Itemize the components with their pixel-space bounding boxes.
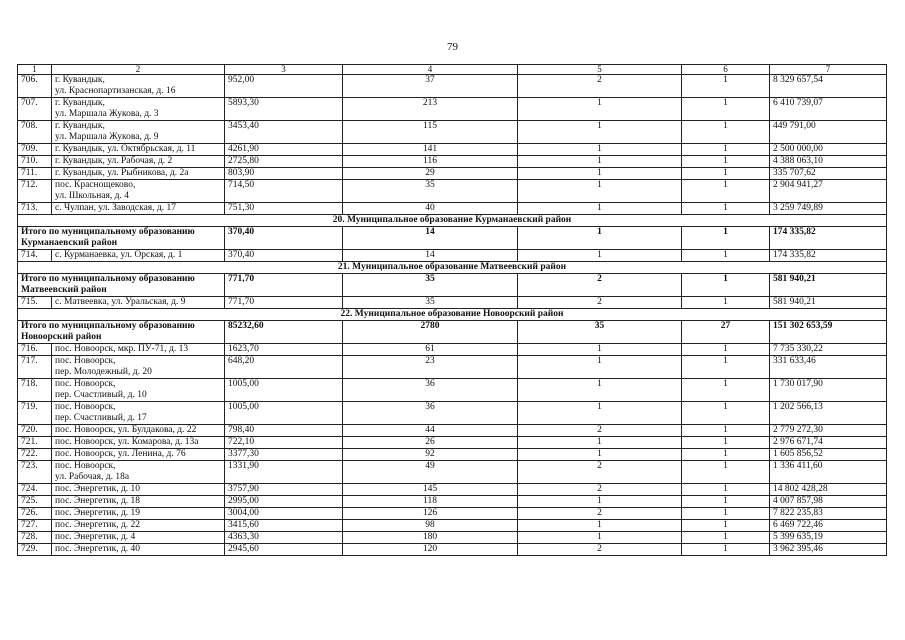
count-cell: 1 — [518, 496, 682, 508]
table-row — [18, 484, 887, 496]
area-cell: 1005,00 — [225, 402, 343, 425]
area-cell: 952,00 — [225, 75, 343, 98]
count-cell: 2 — [518, 425, 682, 437]
table-row — [18, 144, 887, 156]
count-cell: 1 — [518, 156, 682, 168]
address-line: пос. Новоорск, — [55, 461, 116, 471]
count-cell: 2 — [518, 544, 682, 556]
address-line: пос. Энергетик, д. 19 — [55, 508, 141, 518]
row-number: 714. — [18, 250, 52, 262]
residents-cell: 49 — [343, 461, 518, 484]
residents-cell: 2780 — [343, 321, 518, 344]
row-number: 709. — [18, 144, 52, 156]
row-number: 707. — [18, 98, 52, 121]
area-cell: 1623,70 — [225, 344, 343, 356]
count-cell: 1 — [682, 356, 770, 379]
address-cell — [52, 520, 225, 532]
count-cell: 1 — [682, 508, 770, 520]
residents-cell: 120 — [343, 544, 518, 556]
address-cell — [52, 461, 225, 484]
address-cell — [52, 437, 225, 449]
area-cell: 2945,60 — [225, 544, 343, 556]
address-line: г. Кувандык, ул. Рабочая, д. 2 — [55, 156, 173, 166]
table-row — [18, 402, 887, 425]
cost-cell: 151 302 653,59 — [770, 321, 887, 344]
residents-cell: 145 — [343, 484, 518, 496]
count-cell: 1 — [682, 425, 770, 437]
area-cell: 714,50 — [225, 180, 343, 203]
count-cell: 1 — [518, 203, 682, 215]
count-cell: 1 — [518, 402, 682, 425]
row-number: 727. — [18, 520, 52, 532]
count-cell: 1 — [518, 168, 682, 180]
address-cell — [52, 180, 225, 203]
address-cell — [52, 250, 225, 262]
area-cell: 5893,30 — [225, 98, 343, 121]
address-cell — [52, 203, 225, 215]
table-row — [18, 425, 887, 437]
count-cell: 1 — [682, 98, 770, 121]
cost-cell: 2 904 941,27 — [770, 180, 887, 203]
residents-cell: 180 — [343, 532, 518, 544]
address-line: пос. Новоорск, — [55, 402, 116, 412]
area-cell: 751,30 — [225, 203, 343, 215]
district-section-row — [18, 262, 887, 274]
section-title: 21. Муниципальное образование Матвеевский район — [18, 262, 887, 274]
address-line: пос. Энергетик, д. 22 — [55, 520, 141, 530]
residents-cell: 141 — [343, 144, 518, 156]
count-cell: 2 — [518, 484, 682, 496]
address-cell — [52, 121, 225, 144]
address-cell — [52, 156, 225, 168]
count-cell: 1 — [518, 180, 682, 203]
count-cell: 1 — [682, 496, 770, 508]
address-cell — [52, 449, 225, 461]
count-cell: 1 — [682, 520, 770, 532]
residents-cell: 35 — [343, 297, 518, 309]
area-cell: 3377,30 — [225, 449, 343, 461]
address-cell — [52, 168, 225, 180]
area-cell: 1331,90 — [225, 461, 343, 484]
address-cell — [52, 98, 225, 121]
count-cell: 1 — [518, 379, 682, 402]
table-row — [18, 520, 887, 532]
row-number: 716. — [18, 344, 52, 356]
address-line: г. Кувандык, — [55, 121, 105, 131]
page-number: 79 — [447, 41, 458, 53]
count-cell: 1 — [682, 344, 770, 356]
address-cell — [52, 508, 225, 520]
residents-cell: 118 — [343, 496, 518, 508]
address-line: г. Кувандык, ул. Октябрьская, д. 11 — [55, 144, 196, 154]
cost-cell: 1 730 017,90 — [770, 379, 887, 402]
table-row — [18, 344, 887, 356]
area-cell: 85232,60 — [225, 321, 343, 344]
row-number: 715. — [18, 297, 52, 309]
address-line: с. Курманаевка, ул. Орская, д. 1 — [55, 250, 183, 260]
address-line: пос. Энергетик, д. 18 — [55, 496, 141, 506]
count-cell: 2 — [518, 508, 682, 520]
address-line: пос. Энергетик, д. 10 — [55, 484, 141, 494]
total-label — [18, 227, 225, 250]
table-row — [18, 461, 887, 484]
cost-cell: 2 779 272,30 — [770, 425, 887, 437]
residents-cell: 36 — [343, 379, 518, 402]
count-cell: 1 — [682, 75, 770, 98]
cost-cell: 581 940,21 — [770, 274, 887, 297]
count-cell: 1 — [682, 461, 770, 484]
address-line: ул. Школьная, д. 4 — [55, 191, 129, 201]
count-cell: 1 — [682, 156, 770, 168]
count-cell: 1 — [518, 356, 682, 379]
row-number: 713. — [18, 203, 52, 215]
column-header: 2 — [52, 65, 225, 75]
table-row — [18, 379, 887, 402]
row-number: 718. — [18, 379, 52, 402]
address-line: пос. Новоорск, мкр. ПУ-71, д. 13 — [55, 344, 189, 354]
address-line: Новоорский район — [21, 332, 102, 342]
address-line: Итого по муниципальному образованию — [21, 274, 195, 284]
count-cell: 1 — [518, 121, 682, 144]
column-number-row — [18, 65, 887, 75]
count-cell: 1 — [682, 121, 770, 144]
area-cell: 3757,90 — [225, 484, 343, 496]
count-cell: 1 — [682, 379, 770, 402]
count-cell: 1 — [518, 98, 682, 121]
table-row — [18, 121, 887, 144]
address-cell — [52, 144, 225, 156]
address-line: ул. Рабочая, д. 18а — [55, 472, 130, 482]
count-cell: 1 — [518, 250, 682, 262]
area-cell: 1005,00 — [225, 379, 343, 402]
residents-cell: 29 — [343, 168, 518, 180]
residents-cell: 44 — [343, 425, 518, 437]
cost-cell: 2 976 671,74 — [770, 437, 887, 449]
table-row — [18, 544, 887, 556]
count-cell: 2 — [518, 461, 682, 484]
address-line: г. Кувандык, ул. Рыбникова, д. 2а — [55, 168, 189, 178]
residents-cell: 116 — [343, 156, 518, 168]
address-line: Итого по муниципальному образованию — [21, 227, 195, 237]
area-cell: 771,70 — [225, 274, 343, 297]
cost-cell: 7 735 330,22 — [770, 344, 887, 356]
count-cell: 1 — [682, 532, 770, 544]
district-total-row — [18, 227, 887, 250]
area-cell: 4363,30 — [225, 532, 343, 544]
address-line: пос. Энергетик, д. 40 — [55, 544, 141, 554]
cost-cell: 4 388 063,10 — [770, 156, 887, 168]
row-number: 724. — [18, 484, 52, 496]
cost-cell: 4 007 857,98 — [770, 496, 887, 508]
residents-cell: 98 — [343, 520, 518, 532]
address-line: пос. Краснощеково, — [55, 180, 136, 190]
row-number: 712. — [18, 180, 52, 203]
count-cell: 1 — [682, 297, 770, 309]
cost-cell: 8 329 657,54 — [770, 75, 887, 98]
column-header: 5 — [518, 65, 682, 75]
count-cell: 1 — [518, 520, 682, 532]
residents-cell: 213 — [343, 98, 518, 121]
row-number: 717. — [18, 356, 52, 379]
total-label — [18, 274, 225, 297]
table-row — [18, 203, 887, 215]
table-row — [18, 532, 887, 544]
column-header: 7 — [770, 65, 887, 75]
address-line: пер. Молодежный, д. 20 — [55, 367, 152, 377]
cost-cell: 14 802 428,28 — [770, 484, 887, 496]
area-cell: 370,40 — [225, 250, 343, 262]
count-cell: 1 — [682, 402, 770, 425]
residents-cell: 36 — [343, 402, 518, 425]
area-cell: 722,10 — [225, 437, 343, 449]
row-number: 710. — [18, 156, 52, 168]
address-line: ул. Маршала Жукова, д. 3 — [55, 109, 159, 119]
area-cell: 3415,60 — [225, 520, 343, 532]
residents-cell: 40 — [343, 203, 518, 215]
count-cell: 1 — [682, 437, 770, 449]
column-header: 4 — [343, 65, 518, 75]
area-cell: 771,70 — [225, 297, 343, 309]
column-header: 6 — [682, 65, 770, 75]
table-row — [18, 168, 887, 180]
count-cell: 1 — [518, 144, 682, 156]
count-cell: 27 — [682, 321, 770, 344]
table-row — [18, 75, 887, 98]
count-cell: 2 — [518, 274, 682, 297]
table-row — [18, 297, 887, 309]
cost-cell: 581 940,21 — [770, 297, 887, 309]
residents-cell: 26 — [343, 437, 518, 449]
count-cell: 1 — [682, 144, 770, 156]
area-cell: 2725,80 — [225, 156, 343, 168]
cost-cell: 449 791,00 — [770, 121, 887, 144]
address-cell — [52, 379, 225, 402]
row-number: 723. — [18, 461, 52, 484]
address-line: пос. Новоорск, ул. Ленина, д. 76 — [55, 449, 186, 459]
address-line: пос. Новоорск, — [55, 379, 116, 389]
address-cell — [52, 75, 225, 98]
row-number: 706. — [18, 75, 52, 98]
address-cell — [52, 402, 225, 425]
address-line: г. Кувандык, — [55, 75, 105, 85]
count-cell: 1 — [518, 227, 682, 250]
residents-cell: 35 — [343, 180, 518, 203]
address-line: пос. Новоорск, ул. Комарова, д. 13а — [55, 437, 199, 447]
area-cell: 2995,00 — [225, 496, 343, 508]
cost-cell: 7 822 235,83 — [770, 508, 887, 520]
column-header: 1 — [18, 65, 52, 75]
count-cell: 1 — [682, 203, 770, 215]
row-number: 711. — [18, 168, 52, 180]
row-number: 708. — [18, 121, 52, 144]
column-header: 3 — [225, 65, 343, 75]
district-section-row — [18, 215, 887, 227]
address-cell — [52, 484, 225, 496]
address-line: пер. Счастливый, д. 17 — [55, 413, 147, 423]
address-line: пер. Счастливый, д. 10 — [55, 390, 147, 400]
residents-cell: 14 — [343, 250, 518, 262]
housing-table — [17, 64, 887, 556]
cost-cell: 335 707,62 — [770, 168, 887, 180]
address-line: г. Кувандык, — [55, 98, 105, 108]
count-cell: 1 — [682, 544, 770, 556]
cost-cell: 174 335,82 — [770, 250, 887, 262]
address-cell — [52, 496, 225, 508]
address-cell — [52, 356, 225, 379]
row-number: 719. — [18, 402, 52, 425]
area-cell: 3004,00 — [225, 508, 343, 520]
cost-cell: 2 500 000,00 — [770, 144, 887, 156]
cost-cell: 3 962 395,46 — [770, 544, 887, 556]
count-cell: 2 — [518, 75, 682, 98]
area-cell: 803,90 — [225, 168, 343, 180]
address-line: ул. Краснопартизанская, д. 16 — [55, 86, 176, 96]
row-number: 726. — [18, 508, 52, 520]
residents-cell: 23 — [343, 356, 518, 379]
address-cell — [52, 425, 225, 437]
cost-cell: 3 259 749,89 — [770, 203, 887, 215]
cost-cell: 5 399 635,19 — [770, 532, 887, 544]
row-number: 728. — [18, 532, 52, 544]
row-number: 721. — [18, 437, 52, 449]
area-cell: 370,40 — [225, 227, 343, 250]
count-cell: 1 — [682, 274, 770, 297]
table-row — [18, 356, 887, 379]
count-cell: 1 — [682, 449, 770, 461]
area-cell: 4261,90 — [225, 144, 343, 156]
count-cell: 1 — [518, 449, 682, 461]
district-total-row — [18, 274, 887, 297]
area-cell: 3453,40 — [225, 121, 343, 144]
count-cell: 35 — [518, 321, 682, 344]
table-row — [18, 508, 887, 520]
cost-cell: 1 202 566,13 — [770, 402, 887, 425]
table-row — [18, 156, 887, 168]
cost-cell: 6 410 739,07 — [770, 98, 887, 121]
address-line: с. Матвеевка, ул. Уральская, д. 9 — [55, 297, 186, 307]
residents-cell: 115 — [343, 121, 518, 144]
address-line: пос. Новоорск, — [55, 356, 116, 366]
count-cell: 1 — [682, 484, 770, 496]
address-cell — [52, 544, 225, 556]
table-row — [18, 437, 887, 449]
address-line: Матвеевский район — [21, 285, 107, 295]
total-label — [18, 321, 225, 344]
address-line: ул. Маршала Жукова, д. 9 — [55, 132, 159, 142]
row-number: 722. — [18, 449, 52, 461]
count-cell: 1 — [518, 437, 682, 449]
residents-cell: 126 — [343, 508, 518, 520]
count-cell: 1 — [682, 168, 770, 180]
cost-cell: 1 336 411,60 — [770, 461, 887, 484]
row-number: 729. — [18, 544, 52, 556]
residents-cell: 61 — [343, 344, 518, 356]
address-line: Курманаевский район — [21, 238, 118, 248]
residents-cell: 35 — [343, 274, 518, 297]
table-row — [18, 250, 887, 262]
address-line: с. Чулпан, ул. Заводская, д. 17 — [55, 203, 176, 213]
address-cell — [52, 297, 225, 309]
count-cell: 1 — [518, 344, 682, 356]
address-cell — [52, 532, 225, 544]
cost-cell: 6 469 722,46 — [770, 520, 887, 532]
table-row — [18, 496, 887, 508]
area-cell: 648,20 — [225, 356, 343, 379]
address-line: пос. Энергетик, д. 4 — [55, 532, 136, 542]
area-cell: 798,40 — [225, 425, 343, 437]
row-number: 720. — [18, 425, 52, 437]
section-title: 22. Муниципальное образование Новоорский район — [18, 309, 887, 321]
count-cell: 2 — [518, 297, 682, 309]
address-cell — [52, 344, 225, 356]
count-cell: 1 — [682, 227, 770, 250]
section-title: 20. Муниципальное образование Курманаевский район — [18, 215, 887, 227]
cost-cell: 1 605 856,52 — [770, 449, 887, 461]
table-row — [18, 180, 887, 203]
count-cell: 1 — [518, 532, 682, 544]
count-cell: 1 — [682, 250, 770, 262]
district-section-row — [18, 309, 887, 321]
cost-cell: 174 335,82 — [770, 227, 887, 250]
cost-cell: 331 633,46 — [770, 356, 887, 379]
residents-cell: 14 — [343, 227, 518, 250]
row-number: 725. — [18, 496, 52, 508]
residents-cell: 92 — [343, 449, 518, 461]
table-row — [18, 98, 887, 121]
count-cell: 1 — [682, 180, 770, 203]
district-total-row — [18, 321, 887, 344]
table-row — [18, 449, 887, 461]
address-line: Итого по муниципальному образованию — [21, 321, 195, 331]
residents-cell: 37 — [343, 75, 518, 98]
address-line: пос. Новоорск, ул. Булдакова, д. 22 — [55, 425, 197, 435]
